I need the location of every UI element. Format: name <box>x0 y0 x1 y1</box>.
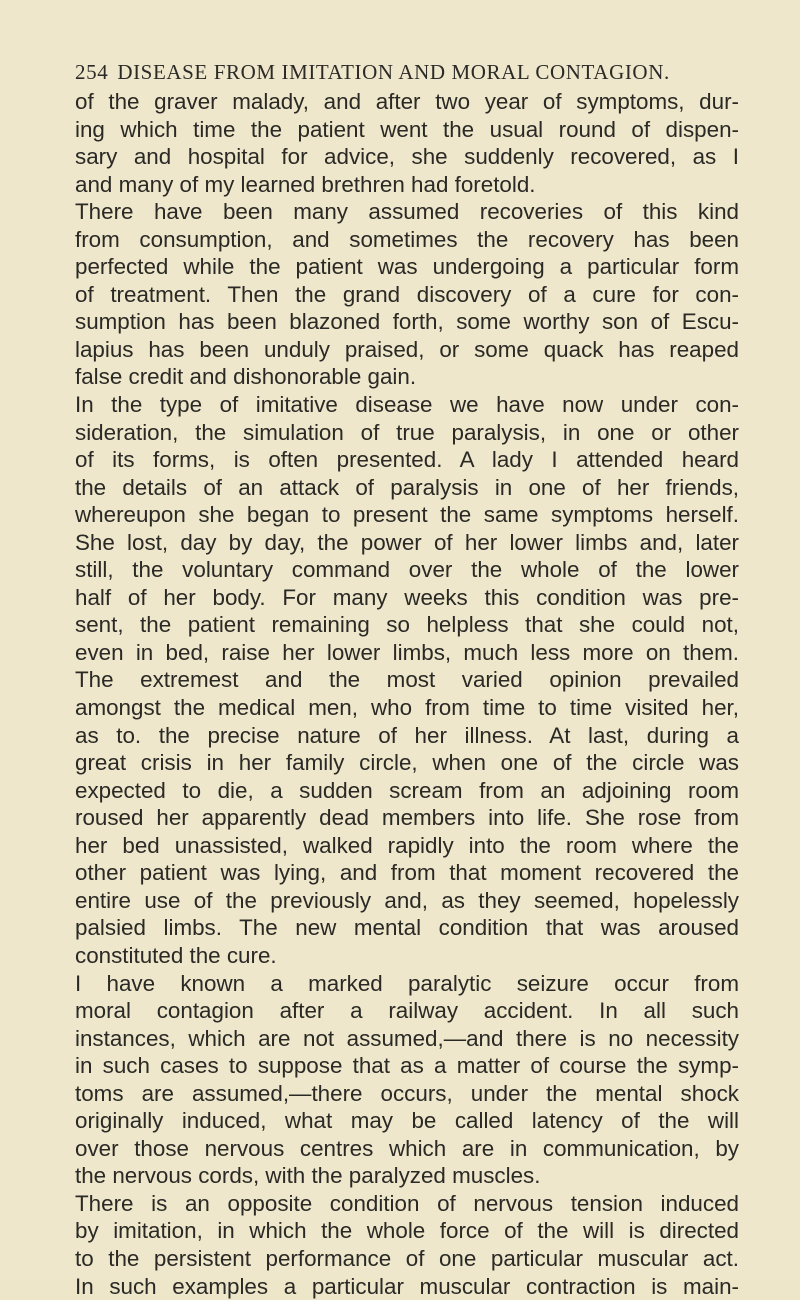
text-line: false credit and dishonorable gain. <box>75 364 417 390</box>
text-line: In the type of imitative disease we have now under con- <box>75 392 739 418</box>
text-line: of its forms, is often presented. A lady I attended heard <box>75 447 739 473</box>
text-line: her bed unassisted, walked rapidly into the room where the <box>75 832 739 858</box>
text-line: the details of an attack of paralysis in one of her friends, <box>75 474 739 500</box>
text-line: The extremest and the most varied opinion prevailed <box>75 667 739 693</box>
text-line: half of her body. For many weeks this condition was pre- <box>75 584 739 610</box>
text-line: perfected while the patient was undergoing a particular form <box>75 254 739 280</box>
text-line: whereupon she began to present the same symptoms herself. <box>75 502 739 528</box>
text-line: in such cases to suppose that as a matter of course the symp- <box>75 1053 739 1079</box>
text-line: constituted the cure. <box>75 942 277 968</box>
text-line: over those nervous centres which are in communication, by <box>75 1135 739 1161</box>
text-line: moral contagion after a railway accident. In all such <box>75 998 739 1024</box>
text-line: other patient was lying, and from that moment recovered the <box>75 860 739 886</box>
text-line: sideration, the simulation of true paralysis, in one or other <box>75 419 739 445</box>
text-line: In such examples a particular muscular contraction is main- <box>75 1273 739 1299</box>
text-line: even in bed, raise her lower limbs, much less more on them. <box>75 639 739 665</box>
text-line: the nervous cords, with the paralyzed muscles. <box>75 1163 541 1189</box>
running-title: DISEASE FROM IMITATION AND MORAL CONTAGION. <box>117 60 670 84</box>
text-line: amongst the medical men, who from time to time visited her, <box>75 695 739 721</box>
text-line: originally induced, what may be called latency of the will <box>75 1108 739 1134</box>
text-line: still, the voluntary command over the whole of the lower <box>75 557 739 583</box>
page-number: 254 <box>75 60 109 84</box>
text-line: There have been many assumed recoveries of this kind <box>75 199 739 225</box>
text-line: expected to die, a sudden scream from an adjoining room <box>75 777 739 803</box>
body-text <box>75 88 739 1300</box>
text-line: instances, which are not assumed,—and there is no necessity <box>75 1025 739 1051</box>
text-line: roused her apparently dead members into life. She rose from <box>75 805 739 831</box>
text-line: I have known a marked paralytic seizure occur from <box>75 970 739 996</box>
text-line: of the graver malady, and after two year of symptoms, dur- <box>75 89 739 114</box>
text-line: ing which time the patient went the usual round of dispen- <box>75 116 739 142</box>
text-line: from consumption, and sometimes the recovery has been <box>75 226 739 252</box>
text-line: toms are assumed,—there occurs, under the mental shock <box>75 1080 739 1106</box>
text-line: sumption has been blazoned forth, some worthy son of Escu- <box>75 309 739 335</box>
text-line: and many of my learned brethren had foretold. <box>75 171 536 197</box>
text-line: of treatment. Then the grand discovery of a cure for con- <box>75 281 739 307</box>
text-line: by imitation, in which the whole force of the will is directed <box>75 1218 739 1244</box>
text-line: as to. the precise nature of her illness. At last, during a <box>75 722 739 748</box>
text-line: sary and hospital for advice, she suddenly recovered, as I <box>75 144 739 170</box>
running-header <box>75 60 715 85</box>
text-line: lapius has been unduly praised, or some quack has reaped <box>75 336 739 362</box>
text-line: sent, the patient remaining so helpless that she could not, <box>75 612 739 638</box>
text-line: There is an opposite condition of nervous tension induced <box>75 1190 739 1216</box>
text-line: great crisis in her family circle, when one of the circle was <box>75 750 739 776</box>
text-line: palsied limbs. The new mental condition that was aroused <box>75 915 739 941</box>
text-line: She lost, day by day, the power of her lower limbs and, later <box>75 529 739 555</box>
text-line: entire use of the previously and, as they seemed, hopelessly <box>75 887 739 913</box>
text-line: to the persistent performance of one particular muscular act. <box>75 1245 739 1271</box>
